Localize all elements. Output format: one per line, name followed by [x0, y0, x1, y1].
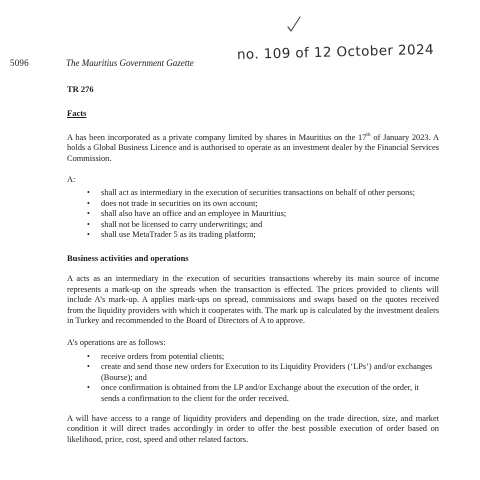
a-intro: A:: [67, 175, 76, 185]
ruling-body: [67, 84, 439, 445]
operations-heading: Business activities and operations: [67, 253, 189, 264]
list-item: • does not trade in securities on its own account;: [67, 199, 439, 209]
handwritten-check-mark: [286, 14, 302, 34]
list-item: • create and send those new orders for Execution to its Liquidity Providers (‘LPs’) and/or exchanges (Bourse); and: [67, 362, 439, 383]
facts-paragraph-part2: of January 2023. A holds a Global Business Licence and is authorised to operate as an investment dealer by the Financial Services Commission.: [67, 132, 439, 163]
facts-paragraph-part1: A has been incorporated as a private company limited by shares in Mauritius on the 17: [67, 132, 367, 142]
operations-points-list: [67, 352, 439, 404]
list-item: • once confirmation is obtained from the LP and/or Exchange about the execution of the order, it sends a confirmation to the client for the order received.: [67, 383, 439, 404]
closing-paragraph: A will have access to a range of liquidity providers and depending on the trade direction, size, and market condition it will direct trades accordingly in order to offer the best possible execution of order based on likelihood, price, cost, speed and other related factors.: [67, 413, 439, 444]
operations-paragraph: A acts as an intermediary in the execution of securities transactions whereby its main source of income represents a mark-up on the spreads when the transaction is effected. The prices provided to clients will include A’s mark-up. A applies mark-ups on spread, commissions and swaps based on the quotes received from the liquidity providers with which it cooperates with. The mark up is calculated by the investment dealers in Turkey and recommended to the Board of Directors of A to approve.: [67, 274, 439, 326]
page-number: 5096: [10, 58, 29, 68]
facts-paragraph: [67, 130, 439, 164]
a-points-list: [67, 188, 439, 240]
list-item: • shall not be licensed to carry underwritings; and: [67, 220, 439, 230]
list-item: • shall use MetaTrader 5 as its trading platform;: [67, 230, 439, 240]
list-item: • receive orders from potential clients;: [67, 352, 439, 362]
gazette-title: The Mauritius Government Gazette: [66, 58, 194, 68]
ruling-reference: TR 276: [67, 84, 94, 94]
list-item: • shall also have an office and an employee in Mauritius;: [67, 209, 439, 219]
facts-paragraph-superscript: th: [366, 132, 371, 138]
page-header: [10, 41, 478, 74]
operations-intro: A’s operations are as follows:: [67, 338, 166, 348]
list-item: • shall act as intermediary in the execution of securities transactions on behalf of other persons;: [67, 188, 439, 198]
facts-heading: Facts: [67, 108, 87, 118]
handwritten-issue-note: no. 109 of 12 October 2024: [236, 41, 435, 63]
